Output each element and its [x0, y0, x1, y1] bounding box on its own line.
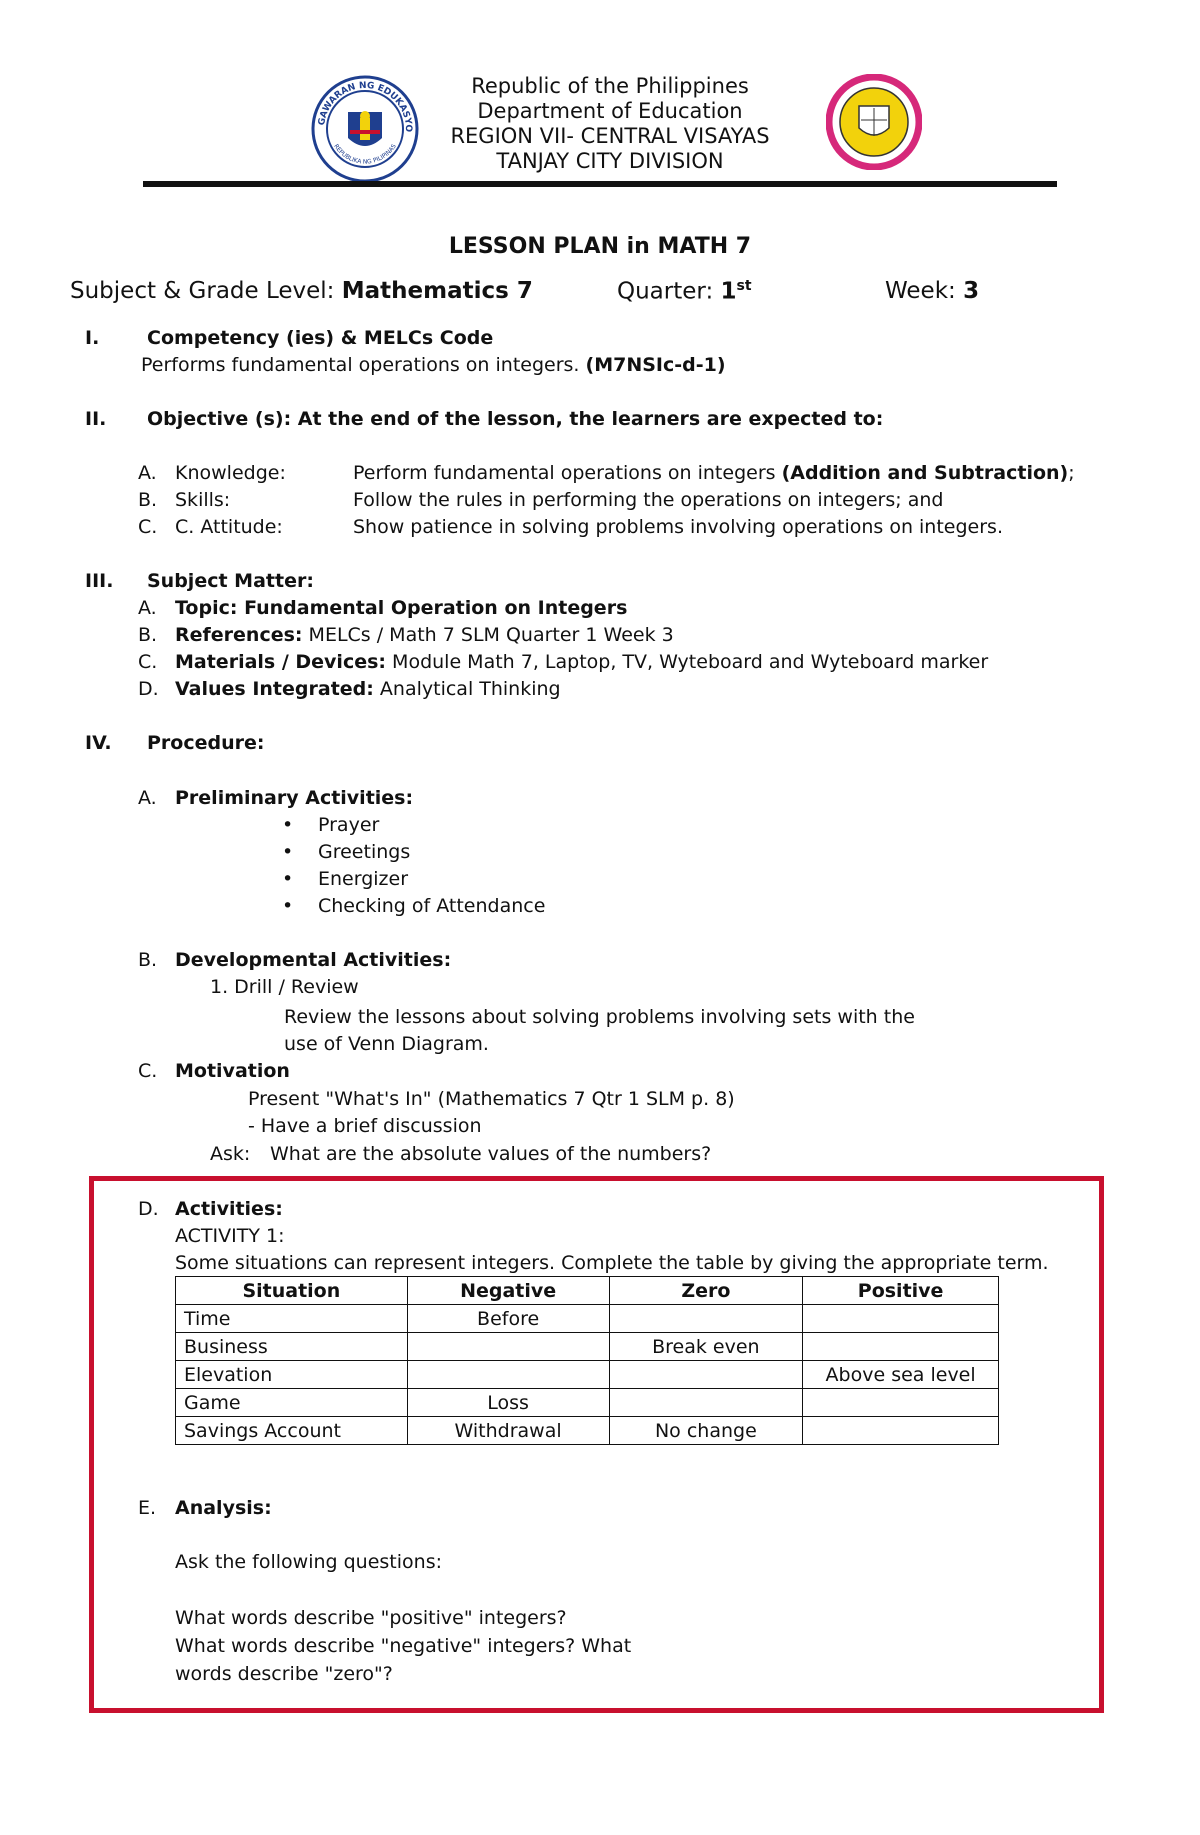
table-cell: Business	[176, 1333, 408, 1361]
activity-instructions: Some situations can represent integers. Complete the table by giving the appropriate term.	[175, 1252, 1049, 1274]
table-cell: Savings Account	[176, 1417, 408, 1445]
bullet-dot-icon: •	[282, 895, 294, 917]
table-cell: Time	[176, 1305, 408, 1333]
review-line-2: use of Venn Diagram.	[284, 1033, 489, 1055]
bullet-dot-icon: •	[282, 814, 294, 836]
bullet-item	[282, 895, 545, 917]
svg-text:REPUBLIKA NG PILIPINAS: REPUBLIKA NG PILIPINAS	[332, 143, 398, 166]
table-cell	[609, 1361, 803, 1389]
references-label: References:	[175, 624, 303, 646]
materials-text: Module Math 7, Laptop, TV, Wyteboard and Wyteboard marker	[386, 651, 989, 673]
table-cell: Break even	[609, 1333, 803, 1361]
motivation-discussion: - Have a brief discussion	[248, 1115, 482, 1137]
week-label: Week:	[885, 278, 964, 304]
objective-b-label: Skills:	[175, 489, 231, 511]
motivation-present: Present "What's In" (Mathematics 7 Qtr 1 SLM p. 8)	[248, 1088, 735, 1110]
section-1-num: I.	[85, 327, 100, 349]
section-4-heading: Procedure:	[147, 732, 265, 754]
table-cell: Game	[176, 1389, 408, 1417]
bullet-dot-icon: •	[282, 868, 294, 890]
table-cell	[803, 1333, 999, 1361]
bullet-item	[282, 868, 408, 890]
procedure-e-letter: E.	[138, 1497, 157, 1519]
header-text	[360, 74, 860, 174]
quarter-value: 1	[720, 278, 737, 305]
objective-a-plain: Perform fundamental operations on integers	[353, 462, 782, 484]
header-divider	[143, 181, 1057, 187]
table-header-cell: Negative	[407, 1277, 609, 1305]
values-label: Values Integrated:	[175, 678, 374, 700]
header-department: Department of Education	[477, 99, 743, 123]
objective-c-text: Show patience in solving problems involving operations on integers.	[353, 516, 1003, 538]
section-2-num: II.	[85, 408, 107, 430]
section-1-text	[141, 354, 726, 376]
bullet-text: Prayer	[318, 814, 380, 836]
table-row	[176, 1361, 999, 1389]
competency-text: Performs fundamental operations on integers.	[141, 354, 586, 376]
preliminary-heading: Preliminary Activities:	[175, 787, 414, 809]
subject-topic	[175, 597, 627, 619]
table-cell: Before	[407, 1305, 609, 1333]
procedure-a-letter: A.	[138, 787, 157, 809]
references-text: MELCs / Math 7 SLM Quarter 1 Week 3	[302, 624, 674, 646]
subject-topic-label: Topic: Fundamental Operation on Integers	[175, 597, 628, 619]
bullet-text: Checking of Attendance	[318, 895, 546, 917]
review-line-1: Review the lessons about solving problems involving sets with the	[284, 1006, 915, 1028]
melc-code: (M7NSIc-d-1)	[585, 354, 726, 376]
division-seal-logo	[826, 74, 922, 170]
subject-grade-level	[70, 278, 533, 304]
section-3-num: III.	[85, 570, 114, 592]
motivation-ask-text: What are the absolute values of the numbers?	[270, 1143, 712, 1165]
objective-c-letter: C.	[138, 516, 158, 538]
analysis-ask: Ask the following questions:	[175, 1551, 443, 1573]
bullet-dot-icon: •	[282, 841, 294, 863]
svg-text:KAGAWARAN NG EDUKASYON: GAWARAN NG EDUKASYO	[317, 80, 414, 133]
subject-d-letter: D.	[138, 678, 159, 700]
section-4-num: IV.	[85, 732, 112, 754]
table-cell	[609, 1305, 803, 1333]
subject-references	[175, 624, 674, 646]
subject-c-letter: C.	[138, 651, 158, 673]
table-cell: Withdrawal	[407, 1417, 609, 1445]
table-cell: Elevation	[176, 1361, 408, 1389]
objective-b-letter: B.	[138, 489, 158, 511]
header-division: TANJAY CITY DIVISION	[496, 149, 724, 173]
quarter	[617, 278, 752, 305]
subject-value: Mathematics 7	[341, 278, 533, 304]
bullet-text: Energizer	[318, 868, 409, 890]
objective-a-label: Knowledge:	[175, 462, 286, 484]
procedure-d-letter: D.	[138, 1198, 159, 1220]
table-row	[176, 1305, 999, 1333]
analysis-question-1: What words describe "positive" integers?	[175, 1607, 567, 1629]
table-cell	[609, 1389, 803, 1417]
values-text: Analytical Thinking	[373, 678, 561, 700]
analysis-question-3: words describe "zero"?	[175, 1663, 393, 1685]
subject-label: Subject & Grade Level:	[70, 278, 342, 304]
subject-a-letter: A.	[138, 597, 157, 619]
week	[885, 278, 979, 304]
table-cell	[803, 1305, 999, 1333]
header-region: REGION VII- CENTRAL VISAYAS	[450, 124, 770, 148]
analysis-heading: Analysis:	[175, 1497, 272, 1519]
table-cell: Loss	[407, 1389, 609, 1417]
table-header-cell: Situation	[176, 1277, 408, 1305]
activities-heading: Activities:	[175, 1198, 283, 1220]
table-header-row	[176, 1277, 999, 1305]
developmental-heading: Developmental Activities:	[175, 949, 452, 971]
section-1-heading: Competency (ies) & MELCs Code	[147, 327, 494, 349]
drill-review: 1. Drill / Review	[210, 976, 359, 998]
motivation-ask-label: Ask:	[210, 1143, 251, 1165]
objective-c-label: C. Attitude:	[175, 516, 283, 538]
week-value: 3	[963, 278, 980, 304]
objective-a-after: ;	[1068, 462, 1075, 484]
table-row	[176, 1417, 999, 1445]
subject-b-letter: B.	[138, 624, 158, 646]
motivation-heading: Motivation	[175, 1060, 290, 1082]
table-row	[176, 1389, 999, 1417]
table-row	[176, 1333, 999, 1361]
table-header-cell: Zero	[609, 1277, 803, 1305]
bullet-text: Greetings	[318, 841, 411, 863]
objective-a-text	[353, 462, 1075, 484]
quarter-label: Quarter:	[617, 278, 721, 305]
table-cell: No change	[609, 1417, 803, 1445]
table-cell	[407, 1333, 609, 1361]
activity-table	[175, 1276, 999, 1445]
analysis-question-2: What words describe "negative" integers? What	[175, 1635, 632, 1657]
table-header-cell: Positive	[803, 1277, 999, 1305]
objective-a-bold: (Addition and Subtraction)	[781, 462, 1069, 484]
quarter-sup: st	[736, 278, 752, 294]
procedure-c-letter: C.	[138, 1060, 158, 1082]
materials-label: Materials / Devices:	[175, 651, 387, 673]
procedure-b-letter: B.	[138, 949, 158, 971]
section-2-heading: Objective (s): At the end of the lesson, the learners are expected to:	[147, 408, 884, 430]
bullet-item	[282, 841, 410, 863]
table-cell	[803, 1389, 999, 1417]
bullet-item	[282, 814, 379, 836]
table-cell: Above sea level	[803, 1361, 999, 1389]
table-cell	[803, 1417, 999, 1445]
header-republic: Republic of the Philippines	[471, 74, 749, 98]
objective-a-letter: A.	[138, 462, 157, 484]
table-cell	[407, 1361, 609, 1389]
activity-title: ACTIVITY 1:	[175, 1225, 285, 1247]
page-title: LESSON PLAN in MATH 7	[448, 234, 752, 259]
section-3-heading: Subject Matter:	[147, 570, 314, 592]
subject-values	[175, 678, 561, 700]
objective-b-text: Follow the rules in performing the operations on integers; and	[353, 489, 944, 511]
subject-materials	[175, 651, 988, 673]
